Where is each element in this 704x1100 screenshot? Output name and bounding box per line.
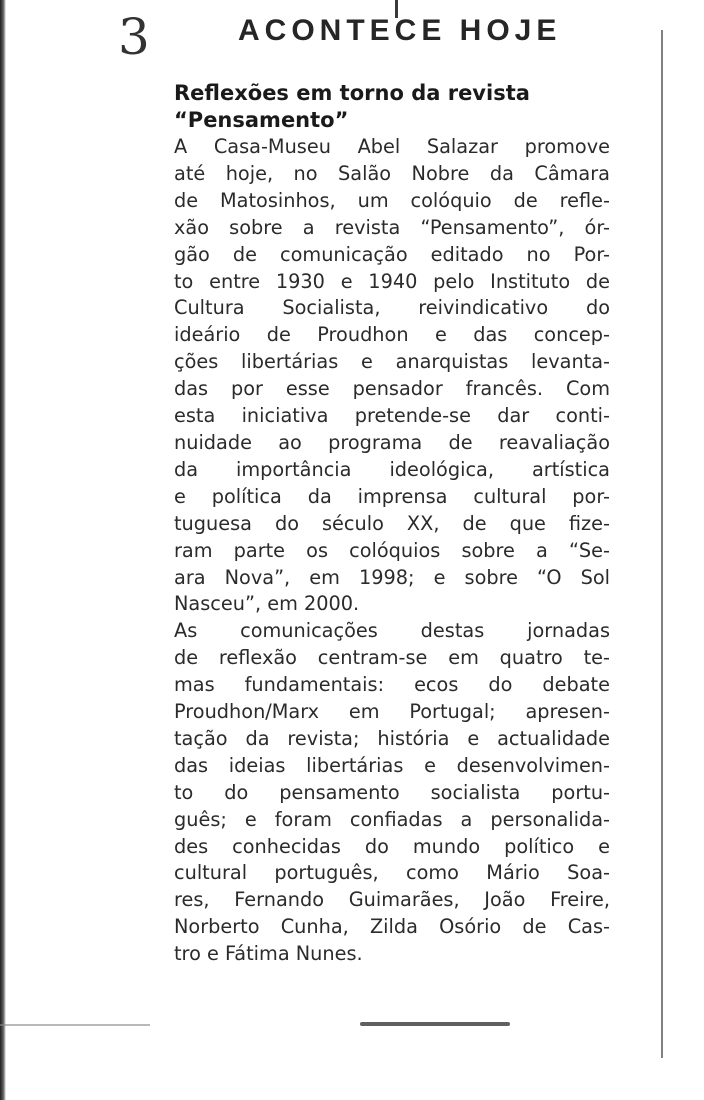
paragraph-line: des conhecidas do mundo político e [174, 834, 610, 858]
paragraph-line: até hoje, no Salão Nobre da Câmara [174, 161, 610, 185]
article-paragraph [174, 618, 610, 968]
paragraph-line: de Matosinhos, um colóquio de refle- [174, 188, 610, 212]
paragraph-line: tuguesa do século XX, de que fize- [174, 511, 610, 535]
paragraph-line: das ideias libertárias e desenvolvimen- [174, 753, 610, 777]
paragraph-line: da importância ideológica, artística [174, 457, 610, 481]
article-headline [174, 80, 610, 134]
article-end-rule [360, 1022, 510, 1026]
column-rule [661, 30, 663, 1058]
paragraph-line: ara Nova”, em 1998; e sobre “O Sol [174, 565, 610, 589]
paragraph-line: ram parte os colóquios sobre a “Se- [174, 538, 610, 562]
article-body [174, 134, 610, 968]
paragraph-line: de reflexão centram-se em quatro te- [174, 646, 610, 670]
paragraph-line: As comunicações destas jornadas [174, 619, 610, 643]
paragraph-line: Proudhon/Marx em Portugal; apresen- [174, 700, 610, 724]
paragraph-line: ções libertárias e anarquistas levanta- [174, 350, 610, 374]
paragraph-line: das por esse pensador francês. Com [174, 377, 610, 401]
paragraph-line: gão de comunicação editado no Por- [174, 242, 610, 266]
paragraph-line: Cultura Socialista, reivindicativo do [174, 296, 610, 320]
headline-line: Reflexões em torno da revista [174, 81, 530, 105]
paragraph-line: to entre 1930 e 1940 pelo Instituto de [174, 269, 610, 293]
paragraph-line: tro e Fátima Nunes. [174, 942, 363, 966]
paragraph-line: xão sobre a revista “Pensamento”, ór- [174, 215, 610, 239]
paragraph-line: nuidade ao programa de reavaliação [174, 430, 610, 454]
paragraph-line: mas fundamentais: ecos do debate [174, 673, 610, 697]
paragraph-line: esta iniciativa pretende-se dar conti- [174, 404, 610, 428]
paragraph-line: to do pensamento socialista portu- [174, 780, 610, 804]
bottom-left-rule [0, 1024, 150, 1026]
paragraph-line: A Casa-Museu Abel Salazar promove [174, 135, 610, 158]
paragraph-line: ideário de Proudhon e das concep- [174, 323, 610, 347]
headline-line: “Pensamento” [174, 108, 349, 132]
handwritten-page-number: 3 [118, 8, 150, 66]
paragraph-line: cultural português, como Mário Soa- [174, 861, 610, 885]
paragraph-line: guês; e foram confiadas a personalida- [174, 807, 610, 831]
paragraph-line: res, Fernando Guimarães, João Freire, [174, 888, 610, 912]
paragraph-line: tação da revista; história e actualidade [174, 726, 610, 750]
paragraph-line: e política da imprensa cultural por- [174, 484, 610, 508]
paragraph-line: Nasceu”, em 2000. [174, 592, 360, 616]
article [174, 80, 610, 968]
article-paragraph [174, 134, 610, 618]
section-title: ACONTECE HOJE [238, 14, 562, 47]
paragraph-line: Norberto Cunha, Zilda Osório de Cas- [174, 915, 610, 939]
scan-edge-shadow [0, 0, 6, 1100]
